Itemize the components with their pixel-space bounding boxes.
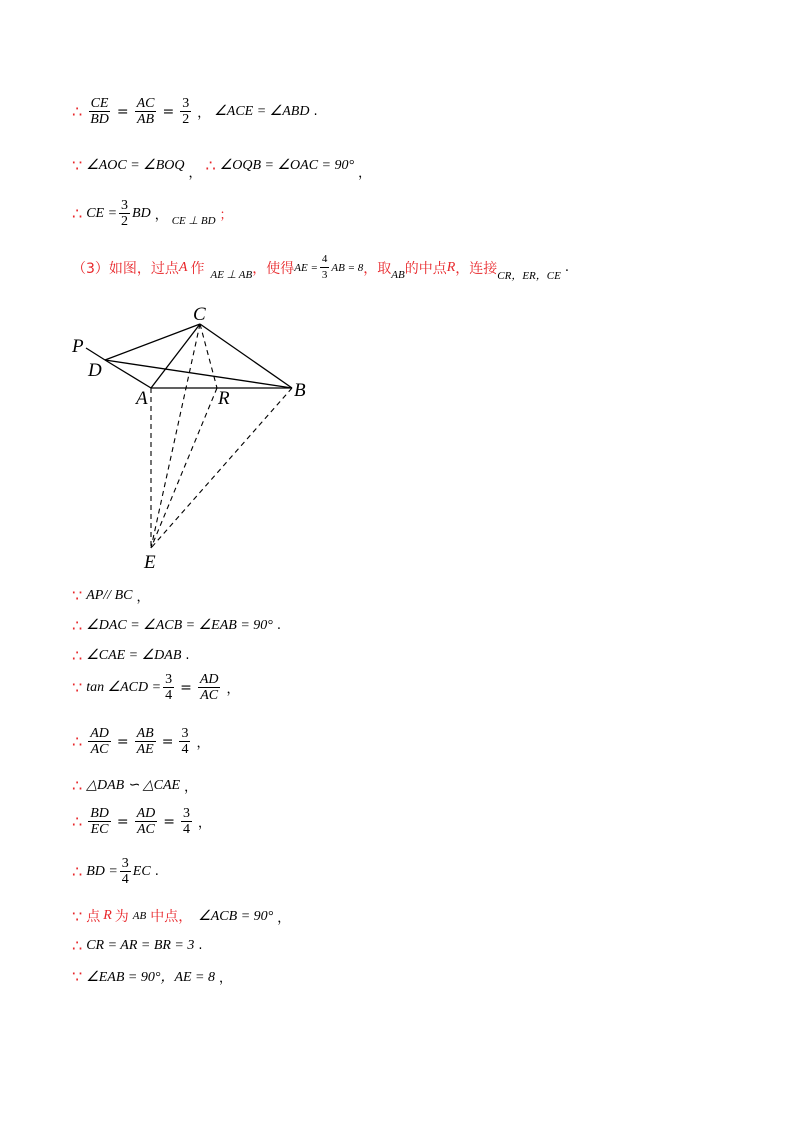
label-p: P <box>72 336 84 357</box>
segment-pd <box>86 348 105 360</box>
label-r: R <box>218 388 230 409</box>
fraction-ce-bd: $\frac{CE}{BD}$ <box>90 96 109 127</box>
fraction-3-2: $\frac{3}{2}$ <box>121 198 129 229</box>
therefore-symbol: ∴ <box>205 156 216 175</box>
therefore-symbol: ∴ <box>72 102 83 121</box>
fraction-4-3: $\frac{4}{3}$ <box>321 253 328 281</box>
line-10: ∴ △DAB ∽ △CAE ， <box>72 776 198 795</box>
fraction-ac-ab: $\frac{AC}{AB}$ <box>136 96 155 127</box>
label-e: E <box>144 552 156 573</box>
line-3: ∴ CE = $\frac{3}{2}$ BD ， CE ⊥ BD ； <box>72 198 233 229</box>
line-6: ∴ ∠DAC = ∠ACB = ∠EAB = 90° . <box>72 616 282 635</box>
line-4-part3-intro: （3）如图，过点 A 作 AE ⊥ AB ，使得 AE = $\frac{4}{3}$ AB = 8 ，取 AB 的中点 R ，连接 CR，ER，CE . <box>72 253 569 282</box>
line-14: ∴ CR = AR = BR = 3 . <box>72 936 203 955</box>
segment-re <box>151 388 217 548</box>
line-15: ∵ ∠EAB = 90°，AE = 8 ， <box>72 966 233 986</box>
line-12: ∴ BD = $\frac{3}{4}$ EC . <box>72 856 159 887</box>
segment-db <box>105 360 292 388</box>
therefore-symbol: ∴ <box>72 204 83 223</box>
fraction-3-2: $\frac{3}{2}$ <box>182 96 190 127</box>
segment-ce <box>151 324 200 548</box>
label-b: B <box>294 380 306 401</box>
line-11: ∴ $\frac{BD}{EC}$ = $\frac{AD}{AC}$ = $\frac{3}{4}$ ， <box>72 806 212 837</box>
segment-cb <box>200 324 292 388</box>
line-13: ∵ 点 R 为 AB 中点， ∠ACB = 90° ， <box>72 906 291 926</box>
geometry-figure <box>60 296 320 576</box>
label-a: A <box>136 388 148 409</box>
line-9: ∴ $\frac{AD}{AC}$ = $\frac{AB}{AE}$ = $\frac{3}{4}$ ， <box>72 726 210 757</box>
angle-equation: ∠ACE = ∠ABD <box>214 104 310 119</box>
label-c: C <box>193 304 206 325</box>
line-2: ∵ ∠AOC = ∠BOQ ， ∴ ∠OQB = ∠OAC = 90° ， <box>72 156 372 181</box>
line-5: ∵ AP// BC ， <box>72 586 150 605</box>
line-1: ∴ $\frac{CE}{BD}$ = $\frac{AC}{AB}$ = $\frac{3}{2}$ ， ∠ACE = ∠ABD . <box>72 96 318 127</box>
line-8: ∵ tan ∠ACD = $\frac{3}{4}$ = $\frac{AD}{AC}$ ， <box>72 672 240 703</box>
label-d: D <box>88 360 102 381</box>
because-symbol: ∵ <box>72 156 83 175</box>
segment-da <box>105 360 151 388</box>
segment-be <box>151 388 292 548</box>
line-7: ∴ ∠CAE = ∠DAB . <box>72 646 190 665</box>
